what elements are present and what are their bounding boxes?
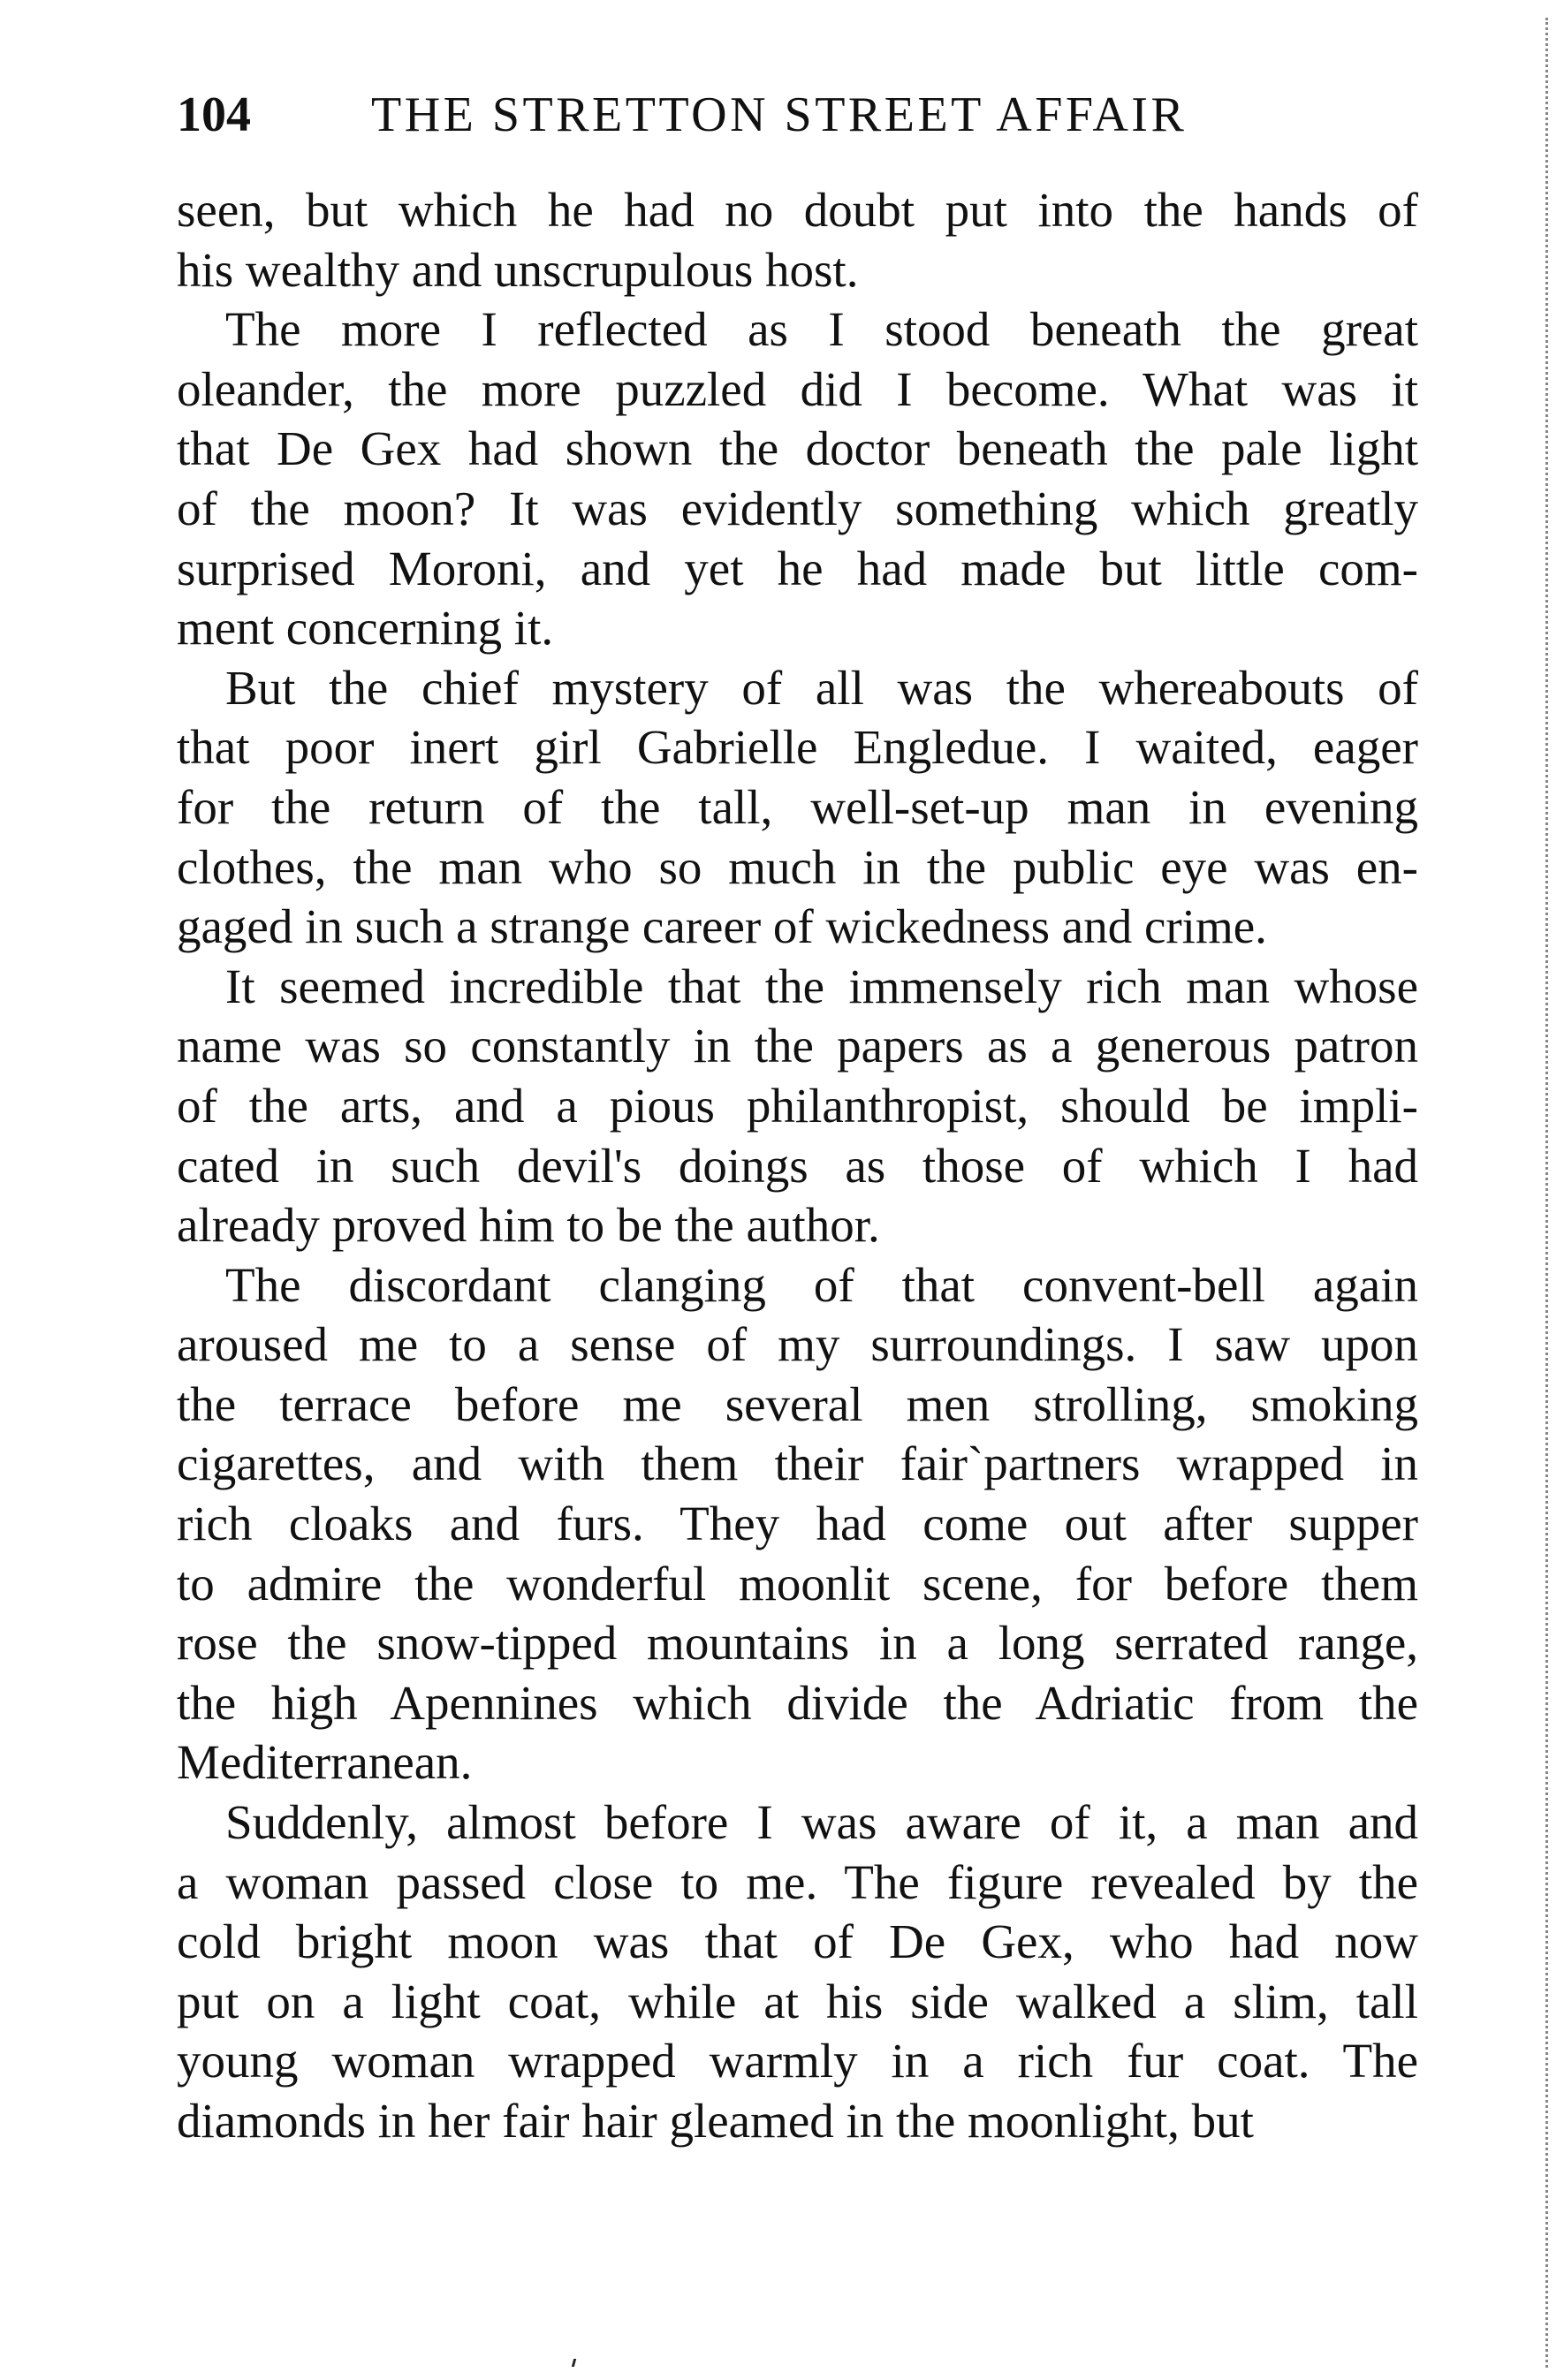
text-line: The discordant clanging of that convent-bell again <box>225 1257 1418 1312</box>
text-line: of the arts, and a pious philanthropist, should be impli- <box>177 1078 1418 1133</box>
scan-edge <box>1545 18 1553 2368</box>
text-line: The more I reflected as I stood beneath the great <box>225 302 1418 357</box>
paragraph <box>177 299 1418 658</box>
text-line: aroused me to a sense of my surroundings. I saw upon <box>177 1317 1418 1372</box>
running-title: THE STRETTON STREET AFFAIR <box>371 87 1188 142</box>
text-line: that poor inert girl Gabrielle Engledue. I waited, eager <box>177 720 1418 775</box>
text-line: cold bright moon was that of De Gex, who had now <box>177 1914 1418 1969</box>
text-line: young woman wrapped warmly in a rich fur coat. The <box>177 2034 1418 2088</box>
text-line: diamonds in her fair hair gleamed in the moonlight, but <box>177 2094 1254 2148</box>
text-line: that De Gex had shown the doctor beneath the pale light <box>177 421 1418 476</box>
paragraph <box>177 180 1418 299</box>
page-number: 104 <box>177 87 251 142</box>
text-line: oleander, the more puzzled did I become. What was it <box>177 361 1418 416</box>
text-line: seen, but which he had no doubt put into the hands of <box>177 183 1418 237</box>
text-line: already proved him to be the author. <box>177 1198 880 1253</box>
text-line: to admire the wonderful moonlit scene, for before them <box>177 1556 1418 1611</box>
text-line: cated in such devil's doings as those of which I had <box>177 1138 1418 1193</box>
paragraph <box>177 658 1418 957</box>
text-line: But the chief mystery of all was the whereabouts of <box>225 660 1418 715</box>
text-line: put on a light coat, while at his side walked a slim, tall <box>177 1974 1418 2028</box>
text-line: It seemed incredible that the immensely rich man whose <box>225 959 1418 1013</box>
text-line: surprised Moroni, and yet he had made but little com- <box>177 541 1418 595</box>
text-line: for the return of the tall, well-set-up man in evening <box>177 779 1418 834</box>
page-body <box>177 180 1418 2151</box>
text-line: cigarettes, and with them their fair`partners wrapped in <box>177 1436 1418 1491</box>
text-line: Suddenly, almost before I was aware of it, a man and <box>225 1795 1418 1850</box>
text-line: rose the snow-tipped mountains in a long serrated range, <box>177 1616 1418 1671</box>
paragraph <box>177 1255 1418 1793</box>
paragraph <box>177 1793 1418 2151</box>
text-line: name was so constantly in the papers as a generous patron <box>177 1019 1418 1073</box>
text-line: Mediterranean. <box>177 1735 473 1790</box>
text-line: a woman passed close to me. The figure revealed by the <box>177 1854 1418 1909</box>
text-line: rich cloaks and furs. They had come out after supper <box>177 1497 1418 1551</box>
running-header <box>177 87 1431 148</box>
text-line: ment concerning it. <box>177 601 554 656</box>
text-line: gaged in such a strange career of wickedness and crime. <box>177 899 1267 954</box>
text-line: his wealthy and unscrupulous host. <box>177 242 859 297</box>
text-line: of the moon? It was evidently something which greatly <box>177 481 1418 535</box>
text-line: the high Apennines which divide the Adriatic from the <box>177 1675 1418 1730</box>
text-line: clothes, the man who so much in the public eye was en- <box>177 839 1418 894</box>
text-line: the terrace before me several men strolling, smoking <box>177 1376 1418 1431</box>
ink-speck <box>572 2359 576 2367</box>
paragraph <box>177 957 1418 1255</box>
